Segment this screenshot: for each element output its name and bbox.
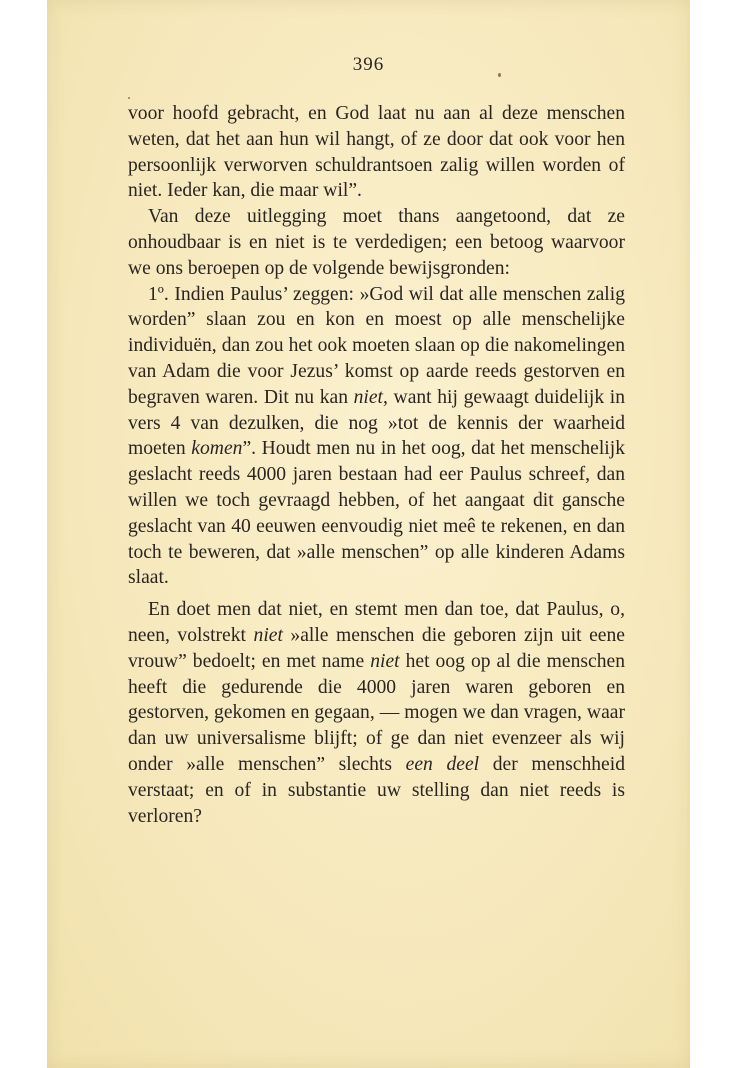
italic-text: niet bbox=[253, 624, 283, 646]
italic-text: een deel bbox=[405, 753, 480, 775]
text-run: ”. Houdt men nu in het oog, dat het menschelijk geslacht reeds 4000 jaren bestaan had eer Paulus schreef, dan willen we toch gevraagd hebben, of het aangaat dit gansche geslacht van 40 eeuwen eenvoudig niet meê te rekenen, en dan toch te beweren, dat »alle menschen” op alle kinderen Adams slaat. bbox=[128, 438, 625, 589]
page-number: 396 bbox=[352, 54, 385, 75]
text-run: , want hij gewaagt duidelijk in vers 4 van dezulken, die nog »tot de kennis der waarheid moeten bbox=[128, 386, 625, 460]
text-run: voor hoofd gebracht, en God laat nu aan al deze menschen weten, dat het aan hun wil hangt, of ze door dat ook voor hen persoonlijk verworven schuldrantsoen zalig willen worden of niet. Ieder kan, die maar wil”. bbox=[128, 103, 625, 202]
italic-text: komen bbox=[191, 438, 243, 460]
text-run: 1º. Indien Paulus’ zeggen: »God wil dat alle menschen zalig worden” slaan zou en kon en moest op alle menschelijke individuën, dan zou het ook moeten slaan op die nakomelingen van Adam die voor Jezus’ komst op aarde reeds gestorven en begraven waren. Dit nu kan bbox=[128, 283, 625, 408]
body-text bbox=[128, 101, 625, 829]
paragraph bbox=[128, 282, 625, 592]
italic-text: niet bbox=[353, 386, 384, 408]
text-run: En doet men dat niet, en stemt men dan toe, dat Paulus, o, neen, volstrekt bbox=[128, 599, 625, 646]
text-run: het oog op al die menschen heeft die gedurende die 4000 jaren waren geboren en gestorven, gekomen en gegaan, — mogen we dan vragen, waar dan uw universalisme blijft; of ge dan niet evenzeer als wij onder »alle menschen” slechts bbox=[128, 650, 625, 775]
text-run: Van deze uitlegging moet thans aangetoond, dat ze onhoudbaar is en niet is te verdedigen; een betoog waarvoor we ons beroepen op de volgende bewijsgronden: bbox=[128, 206, 625, 279]
paper-speck bbox=[128, 97, 130, 99]
paragraph bbox=[128, 204, 625, 281]
text-run: der menschheid verstaat; en of in substantie uw stelling dan niet reeds is verloren? bbox=[128, 753, 625, 827]
italic-text: niet bbox=[370, 650, 400, 672]
text-run: »alle menschen die geboren zijn uit eene vrouw” bedoelt; en met name bbox=[128, 624, 625, 672]
paragraph bbox=[128, 597, 625, 829]
book-page bbox=[47, 0, 690, 1068]
paragraph bbox=[128, 101, 625, 204]
paper-speck bbox=[498, 73, 501, 77]
